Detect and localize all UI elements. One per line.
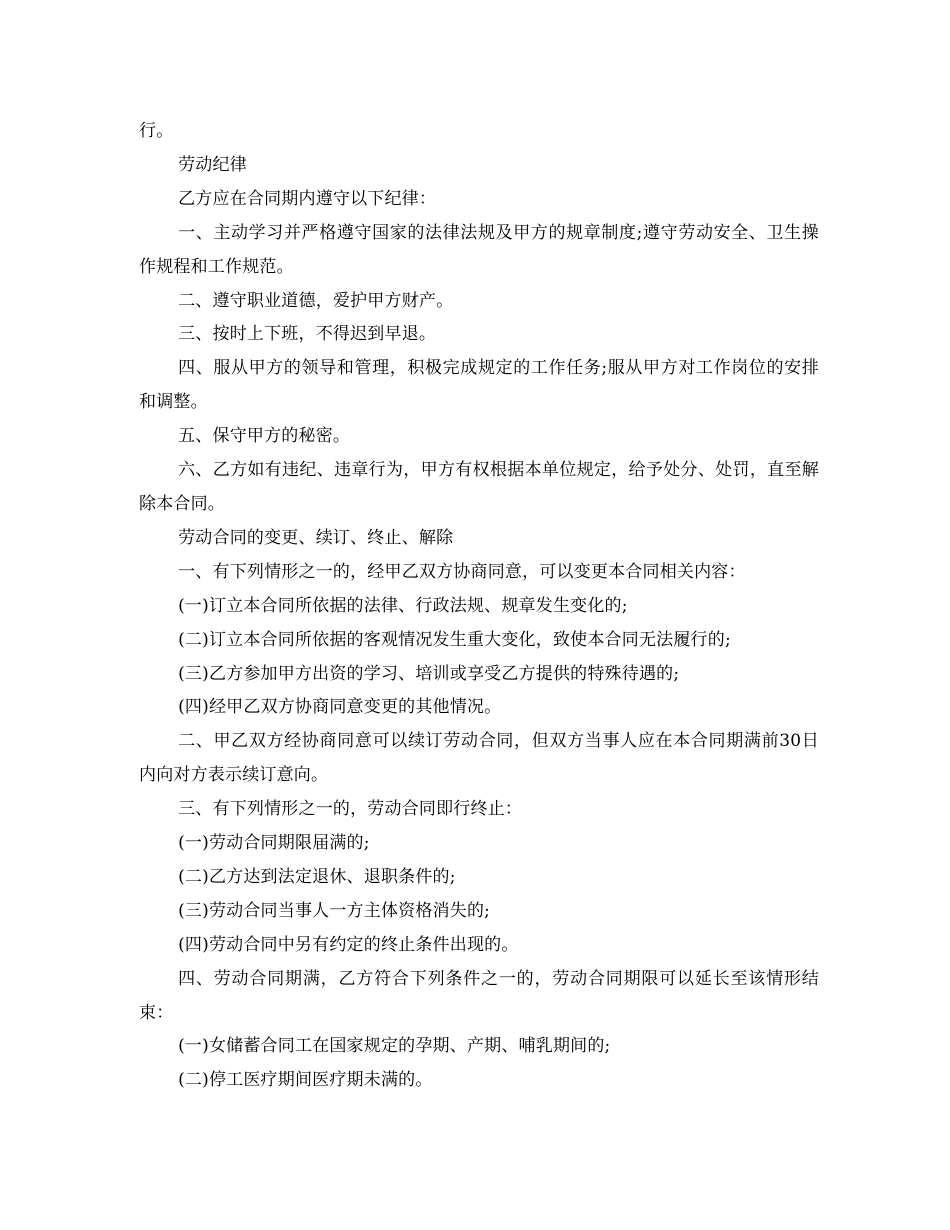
- paragraph-continuation: 行。: [139, 121, 174, 141]
- list-item: 四、劳动合同期满，乙方符合下列条件之一的，劳动合同期限可以延长至该情形结束：: [139, 968, 819, 1023]
- sub-list-item: (一)订立本合同所依据的法律、行政法规、规章发生变化的;: [178, 595, 628, 616]
- list-item: 二、甲乙双方经协商同意可以续订劳动合同，但双方当事人应在本合同期满前30日内向对方表示续订意向。: [139, 731, 819, 786]
- sub-list-item: (四)劳动合同中另有约定的终止条件出现的。: [178, 934, 519, 955]
- list-item: 四、服从甲方的领导和管理，积极完成规定的工作任务;服从甲方对工作岗位的安排和调整。: [139, 358, 819, 413]
- sub-list-item: (三)乙方参加甲方出资的学习、培训或享受乙方提供的特殊待遇的;: [178, 663, 680, 684]
- list-item: 六、乙方如有违纪、违章行为，甲方有权根据本单位规定，给予处分、处罚，直至解除本合同。: [139, 460, 819, 514]
- sub-list-item: (三)劳动合同当事人一方主体资格消失的;: [178, 900, 491, 921]
- sub-list-item: (一)女储蓄合同工在国家规定的孕期、产期、哺乳期间的;: [178, 1036, 611, 1057]
- sub-list-item: (二)乙方达到法定退休、退职条件的;: [178, 866, 456, 887]
- list-item: 二、遵守职业道德，爱护甲方财产。: [178, 290, 454, 311]
- list-item: 一、主动学习并严格遵守国家的法律法规及甲方的规章制度;遵守劳动安全、卫生操作规程和工作规范。: [139, 222, 819, 277]
- list-item: 三、有下列情形之一的，劳动合同即行终止：: [178, 799, 523, 820]
- sub-list-item: (二)订立本合同所依据的客观情况发生重大变化，致使本合同无法履行的;: [178, 629, 731, 650]
- list-item: 五、保守甲方的秘密。: [178, 426, 351, 447]
- sub-list-item: (四)经甲乙双方协商同意变更的其他情况。: [178, 697, 502, 718]
- section-heading-contract-changes: 劳动合同的变更、续订、终止、解除: [178, 527, 454, 548]
- list-item: 一、有下列情形之一的，经甲乙双方协商同意，可以变更本合同相关内容：: [178, 561, 746, 582]
- section-heading-labor-discipline: 劳动纪律: [178, 154, 247, 175]
- paragraph: 乙方应在合同期内遵守以下纪律：: [178, 188, 437, 209]
- sub-list-item: (二)停工医疗期间医疗期未满的。: [178, 1070, 433, 1091]
- list-item: 三、按时上下班，不得迟到早退。: [178, 324, 437, 345]
- sub-list-item: (一)劳动合同期限届满的;: [178, 833, 370, 854]
- document-body: [139, 115, 819, 1098]
